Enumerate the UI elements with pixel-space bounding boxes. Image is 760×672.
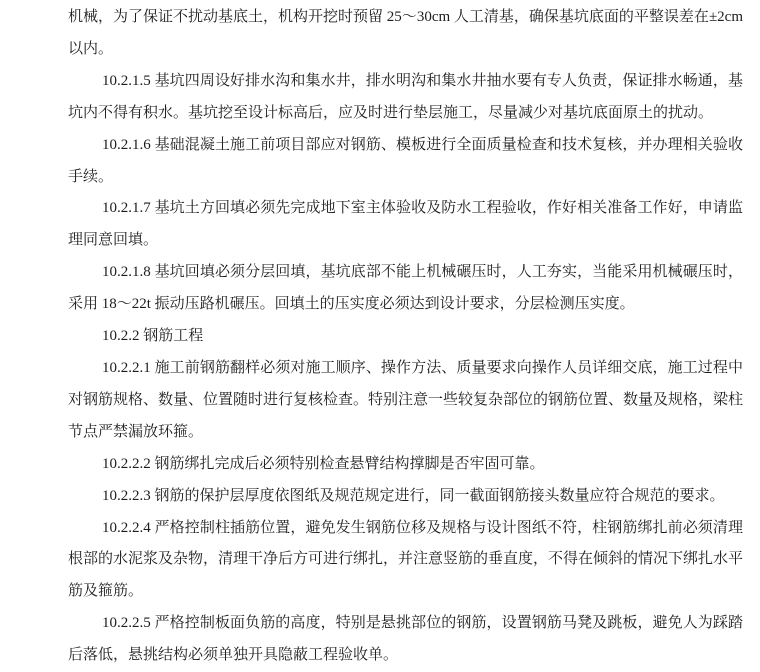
paragraph-10-2-2-2: 10.2.2.2 钢筋绑扎完成后必须特别检查悬臂结构撑脚是否牢固可靠。 (102, 455, 545, 472)
paragraph-10-2-1-7: 10.2.1.7 基坑土方回填必须先完成地下室主体验收及防水工程验收，作好相关准备工作好，申请监理同意回填。 (68, 200, 743, 249)
paragraph-10-2-1-5: 10.2.1.5 基坑四周设好排水沟和集水井，排水明沟和集水井抽水要有专人负责，保证排水畅通，基坑内不得有积水。基坑挖至设计标高后，应及时进行垫层施工，尽量减少对基坑底面原土的扰动。 (68, 72, 743, 121)
paragraph-continuation-top: 机械，为了保证不扰动基底土，机构开挖时预留 25～30cm 人工清基，确保基坑底面的平整误差在±2cm以内。 (68, 9, 743, 57)
paragraph-10-2-1-8: 10.2.1.8 基坑回填必须分层回填，基坑底部不能上机械碾压时，人工夯实，当能采用机械碾压时，采用 18～22t 振动压路机碾压。回填土的压实度必须达到设计要求，分层检测压实度。 (68, 264, 743, 313)
heading-10-2-2-rebar-works: 10.2.2 钢筋工程 (102, 328, 204, 345)
paragraph-10-2-2-3: 10.2.2.3 钢筋的保护层厚度依图纸及规范规定进行，同一截面钢筋接头数量应符合规范的要求。 (102, 487, 725, 504)
paragraph-10-2-2-1: 10.2.2.1 施工前钢筋翻样必须对施工顺序、操作方法、质量要求向操作人员详细交底，施工过程中对钢筋规格、数量、位置随时进行复核检查。特别注意一些较复杂部位的钢筋位置、数量及规格，梁柱节点严禁漏放环箍。 (68, 359, 744, 440)
paragraph-10-2-2-4: 10.2.2.4 严格控制柱插筋位置，避免发生钢筋位移及规格与设计图纸不符，柱钢筋绑扎前必须清理根部的水泥浆及杂物，清理干净后方可进行绑扎，并注意竖筋的垂直度，不得在倾斜的情况下绑扎水平筋及箍筋。 (68, 519, 744, 600)
paragraph-10-2-1-6: 10.2.1.6 基础混凝土施工前项目部应对钢筋、模板进行全面质量检查和技术复核，并办理相关验收手续。 (68, 136, 743, 185)
paragraph-10-2-2-5: 10.2.2.5 严格控制板面负筋的高度，特别是悬挑部位的钢筋，设置钢筋马凳及跳板，避免人为踩踏后落低，悬挑结构必须单独开具隐蔽工程验收单。 (68, 615, 743, 664)
